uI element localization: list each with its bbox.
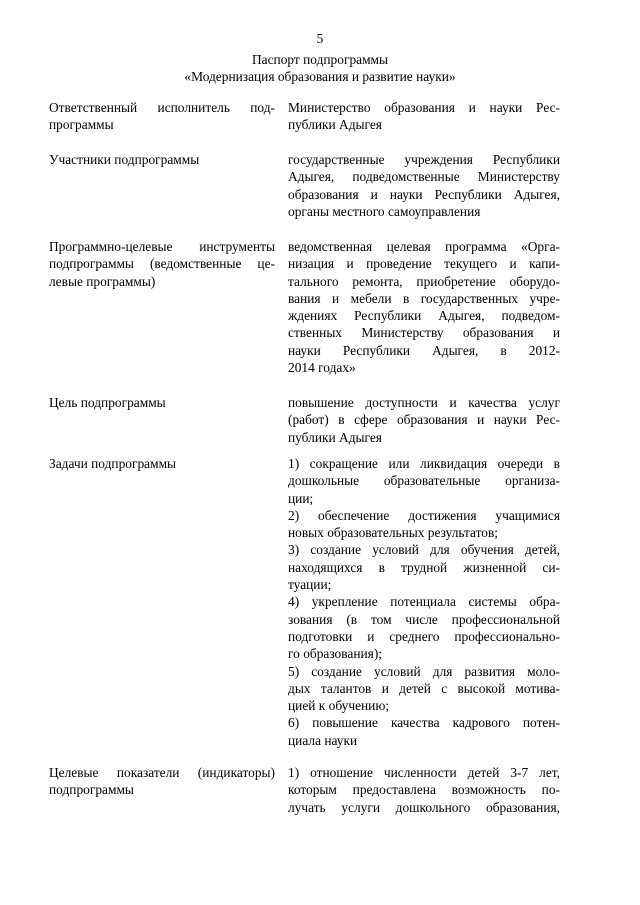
title-line-1: Паспорт подпрограммы (251, 52, 389, 67)
value-line: которым предоставлена возможность по- (288, 782, 560, 798)
label-line: Цель подпрограммы (49, 395, 166, 410)
value-line: органы местного самоуправления (288, 203, 481, 219)
label-line: Задачи подпрограммы (49, 456, 177, 471)
row-value (288, 151, 560, 220)
value-line: лучать услуги дошкольного образования, (288, 799, 560, 815)
value-line: публики Адыгея (288, 429, 382, 445)
value-line: го образования); (288, 646, 383, 662)
label-line: подпрограммы (49, 782, 134, 798)
value-line: находящихся в трудной жизненной си- (288, 559, 560, 575)
row-value (288, 238, 560, 376)
passport-title (0, 51, 640, 85)
row-label (49, 455, 275, 472)
value-line: образования и науки Республики Адыгея, (288, 186, 560, 202)
row-label (49, 394, 275, 411)
row-value (288, 99, 560, 134)
value-line: Адыгея, подведомственные Министерству (288, 169, 560, 185)
value-line: циала науки (288, 732, 358, 748)
value-line: туации; (288, 577, 332, 593)
value-line: тального ремонта, приобретение оборудо- (288, 273, 560, 289)
value-line: публики Адыгея (288, 117, 382, 133)
value-line: 2) обеспечение достижения учащимися (288, 507, 560, 523)
label-line: Участники подпрограммы (49, 152, 200, 167)
row-value (288, 394, 560, 446)
value-line: ждениях Республики Адыгея, подведом- (288, 308, 560, 324)
value-line: 5) создание условий для развития моло- (288, 663, 560, 679)
value-line: вания и мебели в государственных учре- (288, 290, 560, 306)
title-line-2: «Модернизация образования и развитие науки» (184, 69, 456, 84)
page-number: 5 (316, 31, 324, 46)
value-line: ственных Министерству образования и (288, 325, 560, 341)
value-line: 6) повышение качества кадрового потен- (288, 715, 560, 731)
row-label (49, 764, 275, 799)
row-value (288, 455, 560, 749)
value-line: 1) отношение численности детей 3-7 лет, (288, 765, 560, 780)
label-line: программы (49, 117, 114, 133)
label-line: Ответственный исполнитель под- (49, 100, 275, 115)
value-line: дых талантов и детей с высокой мотива- (288, 680, 560, 696)
row-label (49, 238, 275, 290)
row-value (288, 764, 560, 816)
label-line: левые программы) (49, 273, 156, 289)
value-line: цией к обучению; (288, 698, 390, 714)
value-line: ведомственная целевая программа «Орга- (288, 239, 560, 254)
value-line: повышение доступности и качества услуг (288, 395, 560, 410)
row-label (49, 99, 275, 134)
label-line: Целевые показатели (индикаторы) (49, 765, 275, 780)
value-line: зования (в том числе профессиональной (288, 611, 560, 627)
value-line: (работ) в сфере образования и науки Рес- (288, 412, 560, 428)
value-line: 2014 годах» (288, 360, 356, 376)
value-line: ции; (288, 490, 314, 506)
value-line: 1) сокращение или ликвидация очереди в (288, 456, 560, 471)
row-label (49, 151, 275, 168)
value-line: подготовки и среднего профессионально- (288, 628, 560, 644)
label-line: подпрограммы (ведомственные це- (49, 256, 275, 272)
value-line: новых образовательных результатов; (288, 525, 499, 541)
label-line: Программно-целевые инструменты (49, 239, 275, 254)
value-line: 4) укрепление потенциала системы обра- (288, 594, 560, 610)
value-line: науки Республики Адыгея, в 2012- (288, 342, 560, 358)
value-line: государственные учреждения Республики (288, 152, 560, 167)
value-line: дошкольные образовательные организа- (288, 473, 560, 489)
value-line: низация и проведение текущего и капи- (288, 256, 560, 272)
value-line: 3) создание условий для обучения детей, (288, 542, 560, 558)
value-line: Министерство образования и науки Рес- (288, 100, 560, 115)
